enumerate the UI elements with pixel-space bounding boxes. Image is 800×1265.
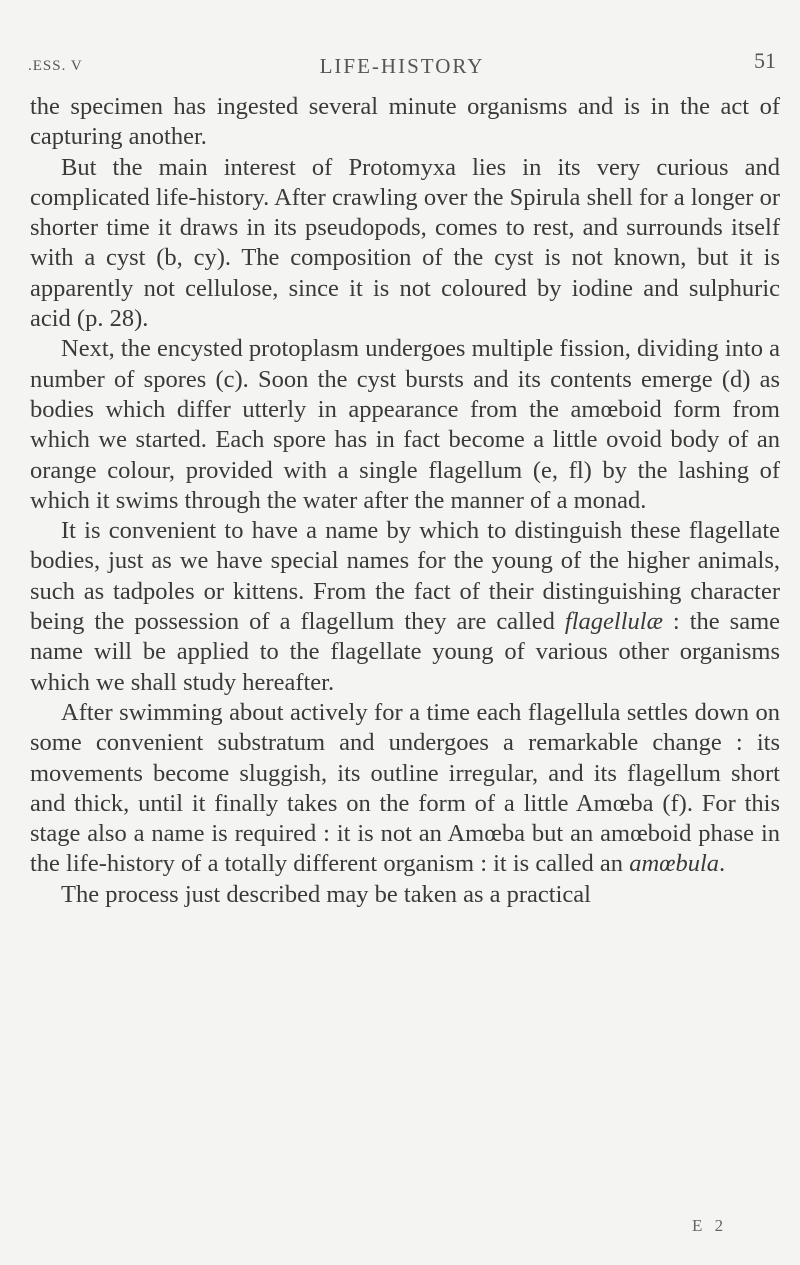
paragraph-life-history: But the main interest of Protomyxa lies in its very curious and complicated life-history. After crawling over the Spirula shell for a longer or shorter time it draws in its pseudopods, comes to rest, and surrounds itself with a cyst (b, cy). The composition of the cyst is not known, but it is apparently not cellulose, since it is not coloured by iodine and sulphuric acid (p. 28). — [30, 153, 780, 333]
term-amoebula: amœbula — [629, 850, 720, 878]
page-body — [30, 92, 780, 910]
page-number: 51 — [754, 48, 776, 73]
term-flagellulae: flagellulæ — [564, 608, 663, 636]
paragraph-amoebula — [30, 698, 780, 880]
paragraph-flagellulae-tail: : the same name will be applied to the flagellate young of various other organisms which we shall study hereafter. — [30, 608, 780, 696]
paragraph-encysted: Next, the encysted protoplasm undergoes multiple fission, dividing into a number of spores (c). Soon the cyst bursts and its contents emerge (d) as bodies which differ utterly in appearance from the amœboid form from which we started. Each spore has in fact become a little ovoid body of an orange colour, provided with a single flagellum (e, fl) by the lashing of which it swims through the water after the manner of a monad. — [30, 335, 780, 514]
paragraph-amoebula-text: After swimming about actively for a time each flagellula settles down on some convenient substratum and undergoes a remarkable change : its movements become sluggish, its outline irregular, and its flagellum short and thick, until it finally takes on the form of a little Amœba (f). For this stage also a name is required : it is not an Amœba but an amœboid phase in the life-history of a totally different organism : it is called an — [30, 698, 780, 878]
paragraph-amoebula-tail: . — [719, 850, 726, 878]
paragraph-flagellulae — [30, 516, 780, 698]
paragraph-flagellulae-text: It is convenient to have a name by which to distinguish these flagellate bodies, just as we have special names for the young of the higher animals, such as tadpoles or kittens. From the fact of their distinguishing character being the possession of a flagellum they are called — [30, 517, 780, 636]
chapter-marker: .ESS. V — [28, 58, 83, 74]
paragraph-continuation: the specimen has ingested several minute organisms and is in the act of capturing another. — [30, 93, 780, 151]
running-header — [28, 44, 776, 84]
signature-mark: E 2 — [692, 1216, 728, 1235]
running-title: LIFE-HISTORY — [319, 54, 485, 78]
paragraph-process: The process just described may be taken as a practical — [61, 880, 591, 908]
